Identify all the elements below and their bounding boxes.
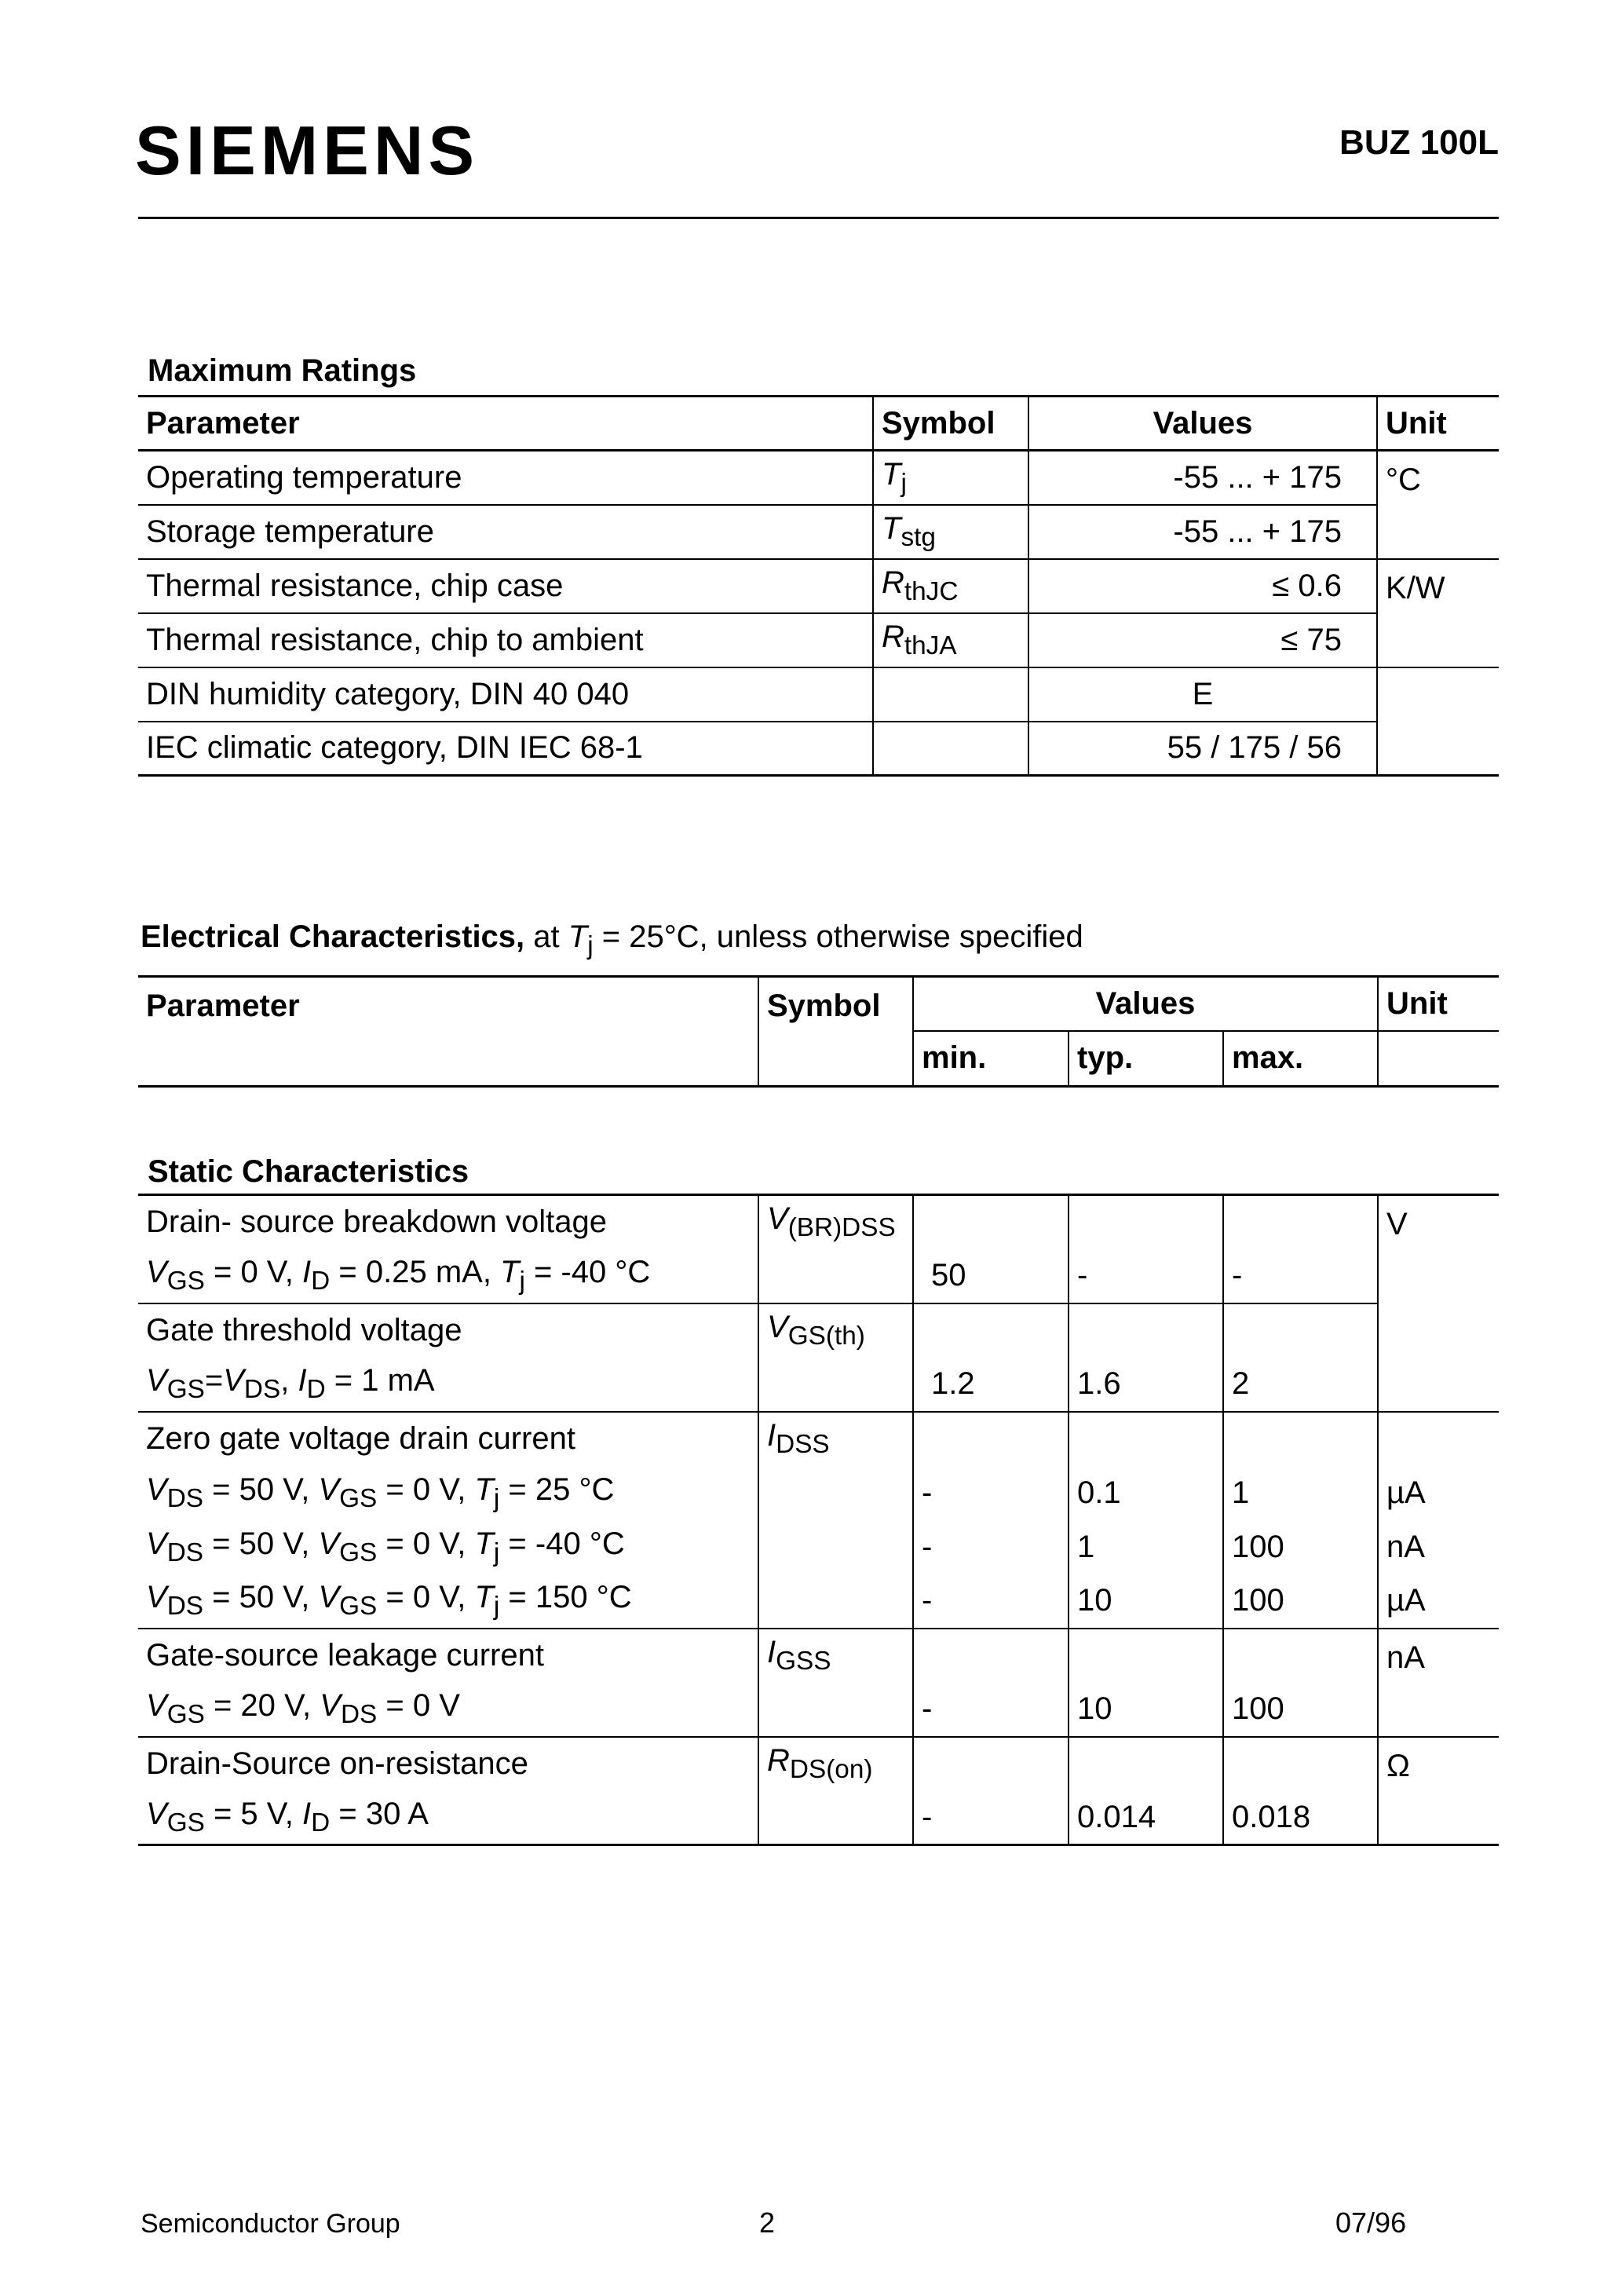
- typ-cell: [1069, 1412, 1223, 1466]
- value-cell: -55 ... + 175: [1028, 451, 1377, 505]
- value-cell: 55 / 175 / 56: [1028, 722, 1377, 776]
- min-cell: [913, 1629, 1069, 1683]
- table-row: [138, 1466, 1499, 1520]
- symbol-cell: [758, 1683, 913, 1737]
- table-row: [138, 1358, 1499, 1412]
- min-cell: -: [913, 1791, 1069, 1845]
- min-cell: -: [913, 1466, 1069, 1520]
- max-ratings-title: Maximum Ratings: [148, 353, 417, 388]
- value-cell: E: [1028, 667, 1377, 722]
- param-cell: Storage temperature: [138, 505, 873, 559]
- param-name: Gate-source leakage current: [138, 1629, 758, 1683]
- typ-cell: [1069, 1195, 1223, 1249]
- col-values: Values: [1028, 397, 1377, 451]
- electrical-title: [141, 921, 1083, 959]
- value-cell: -55 ... + 175: [1028, 505, 1377, 559]
- cond-subscript: j: [587, 931, 594, 960]
- table-row: [138, 1737, 1499, 1791]
- symbol-cell: $T_j$: [873, 451, 1028, 505]
- symbol-cell: [873, 722, 1028, 776]
- table-row: [138, 1574, 1499, 1629]
- electrical-cond-post: = 25°C, unless otherwise specified: [593, 919, 1083, 954]
- min-cell: [913, 1195, 1069, 1249]
- min-cell: [913, 1303, 1069, 1358]
- unit-cell: V: [1378, 1195, 1499, 1412]
- symbol-cell: $V_{(BR)DSS}$: [758, 1195, 913, 1249]
- unit-cell: [1378, 1412, 1499, 1466]
- symbol-cell: $R_{thJC}$: [873, 559, 1028, 613]
- symbol-cell: [758, 1791, 913, 1845]
- min-cell: -: [913, 1683, 1069, 1737]
- table-row: [138, 1249, 1499, 1303]
- param-name: Gate threshold voltage: [138, 1303, 758, 1358]
- unit-cell: nA: [1378, 1629, 1499, 1737]
- max-ratings-table: [138, 395, 1499, 777]
- cond-symbol: T: [568, 919, 588, 954]
- col-unit: Unit: [1377, 397, 1499, 451]
- max-cell: -: [1223, 1249, 1378, 1303]
- electrical-title-text: Electrical Characteristics,: [141, 919, 525, 954]
- col-parameter: Parameter: [138, 977, 758, 1085]
- min-cell: -: [913, 1520, 1069, 1574]
- symbol-cell: [758, 1249, 913, 1303]
- unit-cell: Ω: [1378, 1737, 1499, 1845]
- min-cell: 1.2: [913, 1358, 1069, 1412]
- symbol-cell: [758, 1520, 913, 1574]
- table-row: [138, 451, 1499, 505]
- symbol-cell: [873, 667, 1028, 722]
- table-row: [138, 1303, 1499, 1358]
- param-name: Drain- source breakdown voltage: [138, 1195, 758, 1249]
- typ-cell: 0.1: [1069, 1466, 1223, 1520]
- typ-cell: 0.014: [1069, 1791, 1223, 1845]
- unit-cell: K/W: [1377, 559, 1499, 667]
- symbol-cell: [758, 1358, 913, 1412]
- condition-cell: $V_{DS} = 50$ V, $V_{GS} = 0$ V, $T_j = -40$ °C: [146, 1526, 625, 1567]
- symbol-cell: $R_{DS(on)}$: [758, 1737, 913, 1791]
- symbol-cell: [758, 1466, 913, 1520]
- param-cell: Operating temperature: [138, 451, 873, 505]
- max-cell: 2: [1223, 1358, 1378, 1412]
- typ-cell: [1069, 1629, 1223, 1683]
- max-cell: [1223, 1195, 1378, 1249]
- table-row: [138, 1791, 1499, 1845]
- min-cell: [913, 1412, 1069, 1466]
- symbol-cell: $I_{DSS}$: [758, 1412, 913, 1466]
- table-row: [138, 1412, 1499, 1466]
- col-min: min.: [913, 1031, 1069, 1085]
- col-symbol: Symbol: [758, 977, 913, 1085]
- table-row: [138, 667, 1499, 722]
- table-row: [138, 505, 1499, 559]
- part-number: BUZ 100L: [1339, 123, 1499, 162]
- max-cell: 0.018: [1223, 1791, 1378, 1845]
- typ-cell: -: [1069, 1249, 1223, 1303]
- param-cell: DIN humidity category, DIN 40 040: [138, 667, 873, 722]
- table-row: [138, 1195, 1499, 1249]
- condition-cell: $V_{GS} = 0$ V, $I_D = 0.25$ mA, $T_j = -40$ °C: [146, 1255, 651, 1296]
- col-symbol: Symbol: [873, 397, 1028, 451]
- param-cell: IEC climatic category, DIN IEC 68-1: [138, 722, 873, 776]
- unit-cell: [1377, 667, 1499, 776]
- static-table: [138, 1194, 1499, 1846]
- table-row: [138, 722, 1499, 776]
- param-name: Drain-Source on-resistance: [138, 1737, 758, 1791]
- min-cell: -: [913, 1574, 1069, 1629]
- max-cell: 100: [1223, 1574, 1378, 1629]
- max-cell: [1223, 1303, 1378, 1358]
- symbol-cell: $V_{GS(th)}$: [758, 1303, 913, 1358]
- min-cell: 50: [913, 1249, 1069, 1303]
- typ-cell: [1069, 1737, 1223, 1791]
- table-row: [138, 1683, 1499, 1737]
- table-row: [138, 1629, 1499, 1683]
- siemens-logo: SIEMENS: [135, 112, 480, 189]
- col-unit: Unit: [1378, 977, 1499, 1031]
- col-values: Values: [913, 977, 1378, 1031]
- param-name: Zero gate voltage drain current: [138, 1412, 758, 1466]
- col-max: max.: [1223, 1031, 1378, 1085]
- condition-cell: $V_{DS} = 50$ V, $V_{GS} = 0$ V, $T_j = 25$ °C: [146, 1472, 615, 1513]
- typ-cell: [1069, 1303, 1223, 1358]
- max-cell: 1: [1223, 1466, 1378, 1520]
- max-cell: [1223, 1737, 1378, 1791]
- static-title: Static Characteristics: [148, 1154, 469, 1189]
- header-bottom-rule: [138, 1085, 1499, 1088]
- footer-company: Semiconductor Group: [141, 2209, 400, 2239]
- col-unit-blank: [1378, 1031, 1499, 1085]
- col-typ: typ.: [1069, 1031, 1223, 1085]
- max-cell: [1223, 1629, 1378, 1683]
- typ-cell: 1.6: [1069, 1358, 1223, 1412]
- symbol-cell: $T_{stg}$: [873, 505, 1028, 559]
- col-parameter: Parameter: [138, 397, 873, 451]
- symbol-cell: $R_{thJA}$: [873, 613, 1028, 667]
- footer-date: 07/96: [1335, 2206, 1407, 2239]
- typ-cell: 10: [1069, 1574, 1223, 1629]
- condition-cell: $V_{GS} = 5$ V, $I_D = 30$ A: [138, 1791, 758, 1845]
- electrical-cond-pre: at: [524, 919, 568, 954]
- unit-cell: µA: [1378, 1466, 1499, 1520]
- typ-cell: 1: [1069, 1520, 1223, 1574]
- table-row: [138, 613, 1499, 667]
- condition-cell: $V_{GS} = 20$ V, $V_{DS} = 0$ V: [146, 1688, 460, 1729]
- value-cell: ≤ 75: [1028, 613, 1377, 667]
- symbol-cell: [758, 1574, 913, 1629]
- table-row: [138, 559, 1499, 613]
- param-cell: Thermal resistance, chip case: [138, 559, 873, 613]
- electrical-header-table: [138, 975, 1499, 1085]
- max-cell: 100: [1223, 1683, 1378, 1737]
- max-cell: 100: [1223, 1520, 1378, 1574]
- condition-cell: $V_{GS}=V_{DS}$, $I_D = 1$ mA: [146, 1363, 435, 1404]
- value-cell: ≤ 0.6: [1028, 559, 1377, 613]
- unit-cell: °C: [1377, 451, 1499, 559]
- symbol-cell: $I_{GSS}$: [758, 1629, 913, 1683]
- header-rule: [138, 217, 1499, 219]
- param-cell: Thermal resistance, chip to ambient: [138, 613, 873, 667]
- max-cell: [1223, 1412, 1378, 1466]
- min-cell: [913, 1737, 1069, 1791]
- unit-cell: nA: [1378, 1520, 1499, 1574]
- typ-cell: 10: [1069, 1683, 1223, 1737]
- condition-cell: $V_{DS} = 50$ V, $V_{GS} = 0$ V, $T_j = 150$ °C: [146, 1580, 632, 1621]
- unit-cell: µA: [1378, 1574, 1499, 1629]
- table-row: [138, 1520, 1499, 1574]
- page-number: 2: [759, 2206, 776, 2239]
